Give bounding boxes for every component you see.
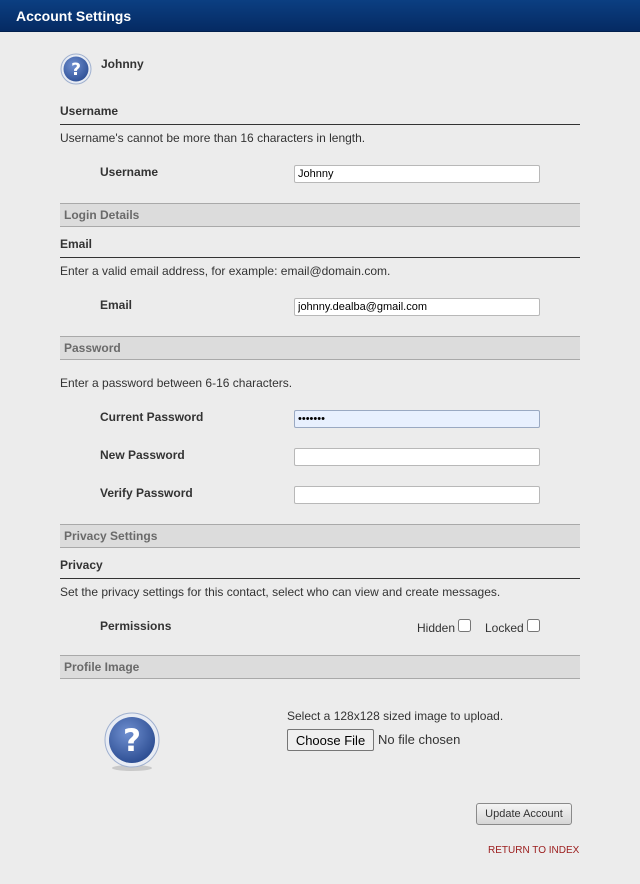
verify-password-label: Verify Password — [100, 486, 193, 500]
username-input[interactable] — [294, 165, 540, 183]
profile-image-title: Profile Image — [64, 660, 140, 674]
hidden-checkbox[interactable] — [458, 619, 471, 632]
email-title: Email — [60, 237, 93, 251]
svg-text:?: ? — [123, 723, 141, 759]
password-section — [60, 336, 580, 360]
divider — [60, 257, 580, 258]
question-mark-avatar-icon — [60, 53, 92, 85]
page-title: Account Settings — [16, 8, 132, 24]
return-to-index-link[interactable]: RETURN TO INDEX — [488, 845, 580, 856]
email-input[interactable] — [294, 298, 540, 316]
privacy-title: Privacy — [60, 558, 103, 572]
password-section-title: Password — [64, 341, 121, 355]
divider — [60, 578, 580, 579]
locked-label: Locked — [485, 621, 524, 635]
choose-file-button[interactable]: Choose File — [287, 729, 374, 751]
profile-image-section — [60, 655, 580, 679]
verify-password-input[interactable] — [294, 486, 540, 504]
user-display-name: Johnny — [101, 57, 144, 71]
privacy-description: Set the privacy settings for this contact, select who can view and create messages. — [60, 585, 501, 599]
privacy-settings-title: Privacy Settings — [64, 529, 158, 543]
file-status: No file chosen — [378, 732, 461, 747]
upload-instructions: Select a 128x128 sized image to upload. — [287, 709, 504, 723]
new-password-label: New Password — [100, 448, 185, 462]
hidden-label: Hidden — [417, 621, 456, 635]
login-details-title: Login Details — [64, 208, 140, 222]
locked-checkbox[interactable] — [527, 619, 540, 632]
title-bar — [0, 0, 640, 32]
divider — [60, 124, 580, 125]
privacy-settings-section — [60, 524, 580, 548]
username-description: Username's cannot be more than 16 characters in length. — [60, 131, 366, 145]
email-label: Email — [100, 298, 133, 312]
permissions-label: Permissions — [100, 619, 172, 633]
email-description: Enter a valid email address, for example: email@domain.com. — [60, 264, 391, 278]
login-details-section — [60, 203, 580, 227]
username-title: Username — [60, 104, 119, 118]
question-mark-avatar-icon — [103, 712, 161, 772]
current-password-label: Current Password — [100, 410, 204, 424]
update-account-button[interactable]: Update Account — [476, 803, 572, 825]
svg-text:?: ? — [71, 60, 81, 80]
new-password-input[interactable] — [294, 448, 540, 466]
current-password-input[interactable] — [294, 410, 540, 428]
username-label: Username — [100, 165, 159, 179]
password-description: Enter a password between 6-16 characters. — [60, 376, 293, 390]
